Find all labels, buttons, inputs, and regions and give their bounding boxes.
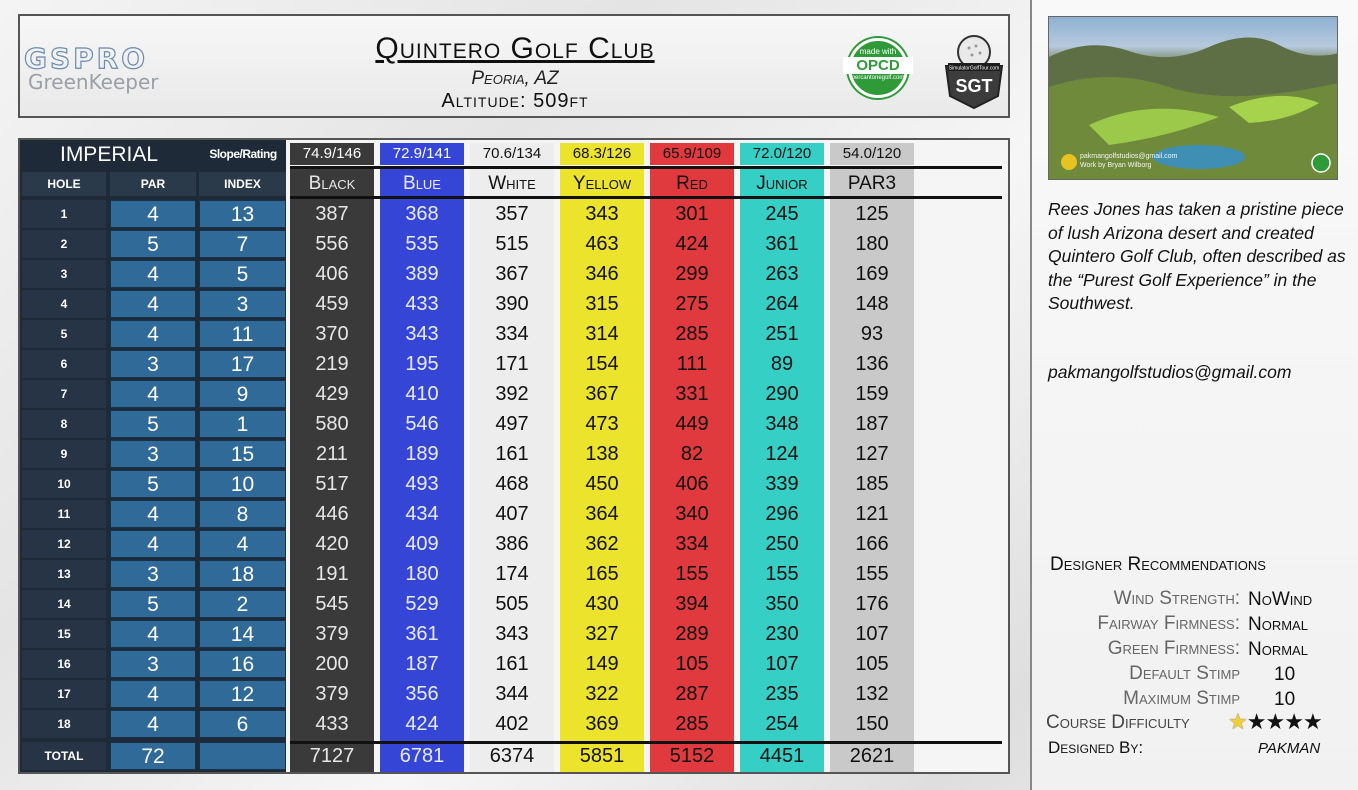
yardage-cell: 545 [315, 593, 349, 615]
yardage-cell: 275 [675, 293, 709, 315]
par-value: 3 [110, 350, 196, 378]
par-value: 4 [110, 290, 196, 318]
yardage-cell: 165 [585, 563, 619, 585]
yardage-total: 5851 [579, 745, 625, 767]
yardage-cell: 343 [585, 203, 619, 225]
tee-name: White [488, 173, 536, 194]
difficulty-label: Course Difficulty [1046, 712, 1190, 733]
par-value: 5 [110, 410, 196, 438]
index-value: 13 [199, 200, 286, 228]
yardage-cell: 89 [770, 353, 794, 375]
hole-number: 5 [22, 320, 106, 348]
tee-rating: 72.9/141 [380, 143, 464, 165]
yardage-cell: 370 [315, 323, 349, 345]
yardage-cell: 379 [315, 683, 349, 705]
yardage-cell: 189 [405, 443, 439, 465]
yardage-total: 6374 [489, 745, 535, 767]
recommendation-value: Normal [1248, 639, 1308, 660]
yardage-cell: 389 [405, 263, 439, 285]
hole-number: 16 [22, 650, 106, 678]
yardage-cell: 361 [765, 233, 799, 255]
hole-number: 18 [22, 710, 106, 738]
yardage-cell: 264 [765, 293, 799, 315]
yardage-cell: 433 [315, 713, 349, 735]
photo-caption-email: pakmangolfstudios@gmail.com [1080, 153, 1178, 160]
hole-number: 3 [22, 260, 106, 288]
yardage-cell: 446 [315, 503, 349, 525]
hole-number: 17 [22, 680, 106, 708]
yardage-cell: 327 [585, 623, 619, 645]
yardage-cell: 497 [495, 413, 529, 435]
yardage-cell: 517 [315, 473, 349, 495]
opcd-badge-main: OPCD [843, 57, 913, 74]
yardage-cell: 150 [855, 713, 889, 735]
recommendation-value: Normal [1248, 614, 1308, 635]
yardage-cell: 105 [855, 653, 889, 675]
par-header: PAR [110, 172, 196, 196]
yardage-cell: 161 [495, 653, 529, 675]
index-value: 15 [199, 440, 286, 468]
yardage-cell: 433 [405, 293, 439, 315]
yardage-cell: 185 [855, 473, 889, 495]
gspro-logo: GSPRO [24, 42, 149, 75]
yardage-cell: 174 [495, 563, 529, 585]
yardage-cell: 339 [765, 473, 799, 495]
recommendation-label: Default Stimp [1129, 663, 1240, 684]
contact-email: pakmangolfstudios@gmail.com [1048, 362, 1292, 382]
yardage-cell: 149 [585, 653, 619, 675]
yardage-cell: 287 [675, 683, 709, 705]
par-value: 4 [110, 380, 196, 408]
index-value: 7 [199, 230, 286, 258]
recommendation-value: 10 [1274, 689, 1296, 710]
yardage-cell: 348 [765, 413, 799, 435]
greenkeeper-logo: GreenKeeper [28, 70, 159, 94]
sgt-badge-top: SimulatorGolfTour.com [948, 65, 1000, 72]
par-value: 4 [110, 680, 196, 708]
yardage-total: 6781 [399, 745, 445, 767]
hole-header: HOLE [22, 172, 106, 196]
yardage-cell: 250 [765, 533, 799, 555]
yardage-cell: 368 [405, 203, 439, 225]
photo-caption-credit: Work by Bryan Wilborg [1080, 162, 1152, 169]
recommendations-heading: Designer Recommendations [1050, 554, 1266, 575]
recommendation-label: Maximum Stimp [1123, 688, 1240, 709]
tee-name: PAR3 [847, 173, 897, 194]
yardage-cell: 367 [585, 383, 619, 405]
yardage-cell: 379 [315, 623, 349, 645]
yardage-cell: 410 [405, 383, 439, 405]
yardage-cell: 230 [765, 623, 799, 645]
yardage-cell: 148 [855, 293, 889, 315]
yardage-cell: 155 [765, 563, 799, 585]
tee-rating: 65.9/109 [650, 143, 734, 165]
yardage-cell: 430 [585, 593, 619, 615]
header-bottom-line [290, 196, 1002, 199]
index-value: 12 [199, 680, 286, 708]
par-value: 3 [110, 440, 196, 468]
tee-name: Yellow [572, 173, 632, 194]
yardage-cell: 245 [765, 203, 799, 225]
tee-name: Black [308, 173, 356, 194]
yardage-cell: 424 [675, 233, 709, 255]
sgt-badge-logo [942, 30, 1006, 110]
hole-number: 4 [22, 290, 106, 318]
yardage-cell: 180 [405, 563, 439, 585]
par-value: 4 [110, 320, 196, 348]
units-label: IMPERIAL [59, 143, 159, 166]
yardage-cell: 546 [405, 413, 439, 435]
opcd-mini-icon [1312, 154, 1330, 172]
header-top-line [290, 166, 1002, 169]
index-value: 17 [199, 350, 286, 378]
index-value: 2 [199, 590, 286, 618]
tee-rating: 74.9/146 [290, 143, 374, 165]
index-value: 9 [199, 380, 286, 408]
hole-number: 14 [22, 590, 106, 618]
index-value: 8 [199, 500, 286, 528]
yardage-total: 5152 [669, 745, 715, 767]
yardage-cell: 176 [855, 593, 889, 615]
yardage-cell: 334 [675, 533, 709, 555]
hole-number: 12 [22, 530, 106, 558]
yardage-cell: 254 [765, 713, 799, 735]
yardage-cell: 105 [675, 653, 709, 675]
par-value: 5 [110, 230, 196, 258]
hole-number: 11 [22, 500, 106, 528]
yardage-cell: 473 [585, 413, 619, 435]
recommendation-label: Fairway Firmness: [1097, 613, 1240, 634]
yardage-cell: 505 [495, 593, 529, 615]
par-value: 5 [110, 470, 196, 498]
par-total: 72 [110, 742, 196, 770]
yardage-total: 2621 [849, 745, 895, 767]
par-value: 4 [110, 200, 196, 228]
yardage-cell: 535 [405, 233, 439, 255]
yardage-cell: 171 [495, 353, 529, 375]
yardage-cell: 296 [765, 503, 799, 525]
yardage-cell: 155 [675, 563, 709, 585]
yardage-cell: 161 [495, 443, 529, 465]
recommendation-label: Wind Strength: [1113, 588, 1240, 609]
yardage-cell: 449 [675, 413, 709, 435]
star-icon: ★ [1284, 710, 1303, 735]
yardage-cell: 387 [315, 203, 349, 225]
par-value: 4 [110, 260, 196, 288]
yardage-cell: 82 [680, 443, 704, 465]
yardage-cell: 132 [855, 683, 889, 705]
index-value: 18 [199, 560, 286, 588]
yardage-cell: 136 [855, 353, 889, 375]
yardage-cell: 369 [585, 713, 619, 735]
photo-caption [1080, 152, 1177, 170]
course-title: Quintero Golf Club [375, 32, 655, 65]
yardage-cell: 166 [855, 533, 889, 555]
index-value: 14 [199, 620, 286, 648]
hole-number: 8 [22, 410, 106, 438]
yardage-cell: 154 [585, 353, 619, 375]
yardage-cell: 409 [405, 533, 439, 555]
tee-rating: 54.0/120 [830, 143, 914, 165]
index-value: 16 [199, 650, 286, 678]
yardage-cell: 200 [315, 653, 349, 675]
par-value: 4 [110, 710, 196, 738]
opcd-badge-top: made with [859, 47, 897, 56]
yardage-cell: 111 [676, 353, 708, 375]
opcd-badge-url: percantonegolf.com [851, 75, 905, 81]
index-value: 1 [199, 410, 286, 438]
yardage-cell: 155 [855, 563, 889, 585]
yardage-cell: 394 [675, 593, 709, 615]
par-value: 3 [110, 650, 196, 678]
course-location: Peoria, AZ [471, 68, 559, 89]
yardage-cell: 367 [495, 263, 529, 285]
hole-number: 9 [22, 440, 106, 468]
course-description: Rees Jones has taken a pristine piece of lush Arizona desert and created Quintero Golf Club, often described as the “Purest Golf Experience” in the Southwest. [1048, 199, 1346, 313]
yardage-cell: 407 [495, 503, 529, 525]
yardage-cell: 556 [315, 233, 349, 255]
hole-number: 10 [22, 470, 106, 498]
tee-name: Red [676, 173, 708, 194]
yardage-cell: 402 [495, 713, 529, 735]
total-line [290, 741, 1002, 744]
yardage-cell: 459 [315, 293, 349, 315]
star-icon: ★ [1302, 710, 1322, 735]
yardage-cell: 420 [315, 533, 349, 555]
yardage-cell: 344 [495, 683, 529, 705]
par-value: 5 [110, 590, 196, 618]
opcd-badge-logo [848, 38, 908, 98]
yardage-cell: 350 [765, 593, 799, 615]
yardage-cell: 390 [495, 293, 529, 315]
sgt-badge-main: SGT [955, 76, 993, 96]
tee-name: Junior [756, 173, 808, 194]
yardage-cell: 290 [765, 383, 799, 405]
yardage-cell: 263 [765, 263, 799, 285]
tee-rating: 68.3/126 [560, 143, 644, 165]
yardage-cell: 450 [585, 473, 619, 495]
yardage-cell: 529 [405, 593, 439, 615]
yardage-cell: 386 [495, 533, 529, 555]
yardage-cell: 468 [495, 473, 529, 495]
yardage-cell: 107 [855, 623, 889, 645]
yardage-cell: 361 [405, 623, 439, 645]
yardage-cell: 93 [860, 323, 884, 345]
designer-value: PAKMAN [1258, 740, 1321, 757]
hole-number: 6 [22, 350, 106, 378]
total-label: TOTAL [22, 742, 106, 770]
yardage-cell: 187 [855, 413, 889, 435]
hole-number: 13 [22, 560, 106, 588]
yardage-cell: 219 [315, 353, 349, 375]
yardage-cell: 340 [675, 503, 709, 525]
hole-number: 15 [22, 620, 106, 648]
par-value: 4 [110, 500, 196, 528]
yardage-cell: 138 [585, 443, 619, 465]
pakman-icon [1061, 154, 1077, 170]
yardage-cell: 322 [585, 683, 619, 705]
yardage-cell: 362 [585, 533, 619, 555]
hole-number: 7 [22, 380, 106, 408]
yardage-cell: 180 [855, 233, 889, 255]
hole-number: 2 [22, 230, 106, 258]
yardage-cell: 356 [405, 683, 439, 705]
tee-name: Blue [403, 173, 441, 194]
yardage-cell: 195 [405, 353, 439, 375]
yardage-cell: 463 [585, 233, 619, 255]
yardage-cell: 343 [495, 623, 529, 645]
yardage-cell: 315 [585, 293, 619, 315]
par-value: 3 [110, 560, 196, 588]
yardage-cell: 314 [585, 323, 619, 345]
yardage-cell: 107 [765, 653, 799, 675]
yardage-cell: 187 [405, 653, 439, 675]
index-value: 11 [199, 320, 286, 348]
yardage-cell: 124 [765, 443, 799, 465]
index-value: 5 [199, 260, 286, 288]
yardage-cell: 434 [405, 503, 439, 525]
yardage-cell: 406 [315, 263, 349, 285]
yardage-cell: 343 [405, 323, 439, 345]
yardage-cell: 331 [675, 383, 709, 405]
yardage-cell: 515 [495, 233, 529, 255]
index-value: 3 [199, 290, 286, 318]
yardage-total: 7127 [309, 745, 355, 767]
tee-rating: 72.0/120 [740, 143, 824, 165]
index-value: 4 [199, 530, 286, 558]
star-icon: ★ [1246, 710, 1266, 735]
yardage-cell: 285 [675, 323, 709, 345]
yardage-cell: 364 [585, 503, 619, 525]
star-icon: ★ [1265, 710, 1285, 735]
yardage-cell: 406 [675, 473, 709, 495]
index-value: 6 [199, 710, 286, 738]
recommendation-label: Green Firmness: [1107, 638, 1240, 659]
yardage-cell: 211 [316, 443, 348, 465]
index-header: INDEX [199, 172, 286, 196]
yardage-cell: 191 [315, 563, 349, 585]
yardage-cell: 580 [315, 413, 349, 435]
yardage-cell: 127 [855, 443, 889, 465]
yardage-cell: 285 [675, 713, 709, 735]
yardage-cell: 169 [855, 263, 889, 285]
tee-rating: 70.6/134 [470, 143, 554, 165]
course-altitude: Altitude: 509ft [441, 90, 589, 112]
yardage-cell: 429 [315, 383, 349, 405]
yardage-cell: 357 [495, 203, 529, 225]
yardage-cell: 493 [405, 473, 439, 495]
par-value: 4 [110, 620, 196, 648]
slope-rating-label: Slope/Rating [209, 147, 277, 161]
yardage-cell: 299 [675, 263, 709, 285]
star-icon: ★ [1228, 710, 1247, 735]
yardage-cell: 235 [765, 683, 799, 705]
designer-label: Designed By: [1048, 738, 1144, 757]
yardage-cell: 334 [495, 323, 529, 345]
recommendation-value: 10 [1274, 664, 1296, 685]
yardage-cell: 121 [855, 503, 889, 525]
yardage-cell: 301 [675, 203, 709, 225]
yardage-cell: 424 [405, 713, 439, 735]
yardage-cell: 125 [855, 203, 889, 225]
hole-number: 1 [22, 200, 106, 228]
index-value: 10 [199, 470, 286, 498]
yardage-cell: 346 [585, 263, 619, 285]
yardage-cell: 392 [495, 383, 529, 405]
yardage-total: 4451 [759, 745, 805, 767]
par-value: 4 [110, 530, 196, 558]
difficulty-stars [1228, 710, 1322, 735]
recommendation-value: NoWind [1248, 589, 1313, 610]
yardage-cell: 159 [855, 383, 889, 405]
yardage-cell: 289 [675, 623, 709, 645]
index-total-empty [199, 742, 286, 770]
yardage-cell: 251 [765, 323, 799, 345]
